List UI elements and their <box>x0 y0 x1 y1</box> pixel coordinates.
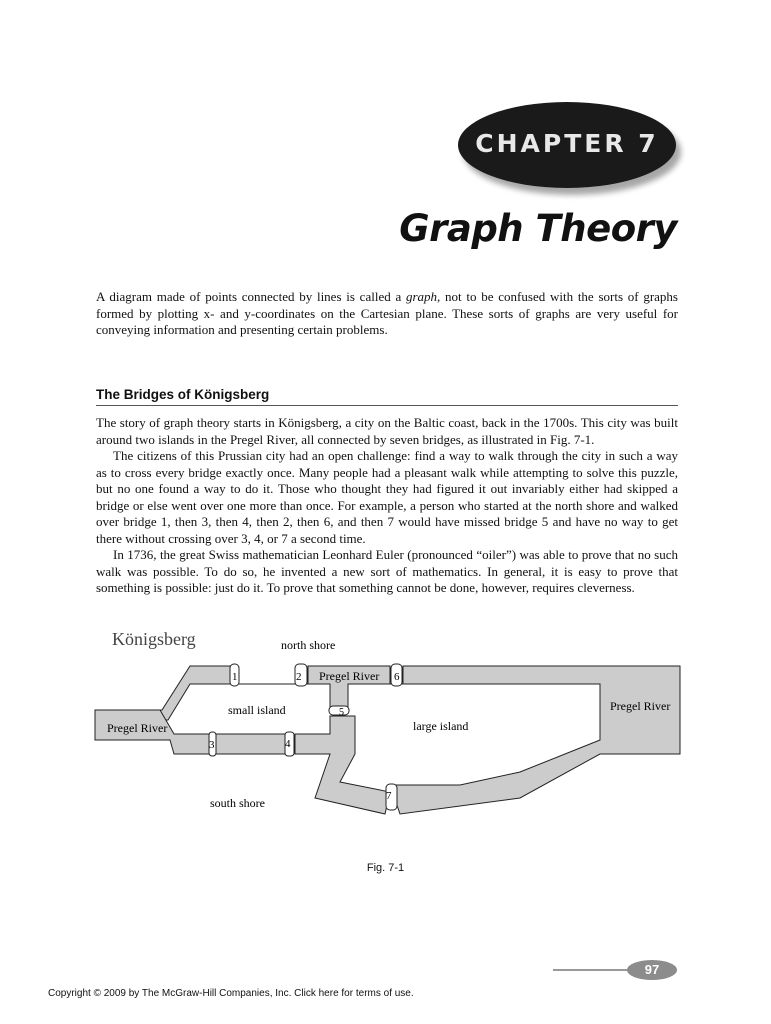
label-south-shore: south shore <box>210 796 265 810</box>
page-number-rule <box>553 969 633 971</box>
intro-term: graph <box>405 289 438 304</box>
chapter-badge <box>458 102 676 188</box>
paragraph: The story of graph theory starts in Königsberg, a city on the Baltic coast, back in the 1700s. This city was built around two islands in the Pregel River, all connected by seven bridges, as illustrated in Fig. 7-1. <box>96 415 678 447</box>
bridge-label-6: 6 <box>394 671 400 683</box>
bridge-label-1: 1 <box>232 671 238 683</box>
section-heading: The Bridges of Königsberg <box>96 387 678 406</box>
bridge-label-3: 3 <box>209 739 215 751</box>
bridge-label-4: 4 <box>285 738 291 750</box>
chapter-title: Graph Theory <box>399 207 677 250</box>
page-number: 97 <box>644 962 660 977</box>
bridge-label-7: 7 <box>386 790 392 802</box>
konigsberg-diagram <box>90 622 690 822</box>
intro-text-end: , not to be confused with the sorts of graphs formed by plotting x- and y-coordinates on the Cartesian plane. These sorts of graphs are very useful for conveying information and presenting certain problems. <box>96 289 678 337</box>
paragraph: In 1736, the great Swiss mathematician Leonhard Euler (pronounced “oiler”) was able to prove that no such walk was possible. To do so, he invented a new sort of mathematics. In general, it is easy to prove that something is possible: just do it. To prove that something cannot be done, however, requires cleverness. <box>96 547 678 595</box>
figure-title: Königsberg <box>112 629 196 649</box>
label-river-east: Pregel River <box>610 699 671 713</box>
section-body <box>96 415 678 597</box>
label-small-island: small island <box>228 703 286 717</box>
paragraph: The citizens of this Prussian city had an open challenge: find a way to walk through the city in such a way as to cross every bridge exactly once. Many people had a pleasant walk while attempting to solve this puzzle, but no one found a way to do it. Those who thought they had figured it out invariably either had skipped a bridge or else went over one more than once. For example, a person who started at the north shore and walked over bridge 1, then 3, then 4, then 2, then 6, and then 7 would have missed bridge 5 and have no way to get there without crossing over 3, 4, or 7 a second time. <box>96 448 678 546</box>
chapter-label: CHAPTER 7 <box>475 129 659 158</box>
label-river-middle: Pregel River <box>319 669 380 683</box>
label-north-shore: north shore <box>281 638 336 652</box>
copyright-link[interactable]: Copyright © 2009 by The McGraw-Hill Companies, Inc. Click here for terms of use. <box>48 988 414 999</box>
bridge-label-2: 2 <box>296 671 302 683</box>
label-large-island: large island <box>413 719 469 733</box>
intro-paragraph <box>96 289 678 339</box>
river-polygon-center <box>295 716 390 814</box>
bridge-label-5: 5 <box>339 707 344 718</box>
figure-caption: Fig. 7-1 <box>366 862 405 874</box>
page-number-badge <box>627 960 677 980</box>
intro-text: A diagram made of points connected by lines is called a <box>96 289 406 304</box>
label-river-west: Pregel River <box>107 721 168 735</box>
